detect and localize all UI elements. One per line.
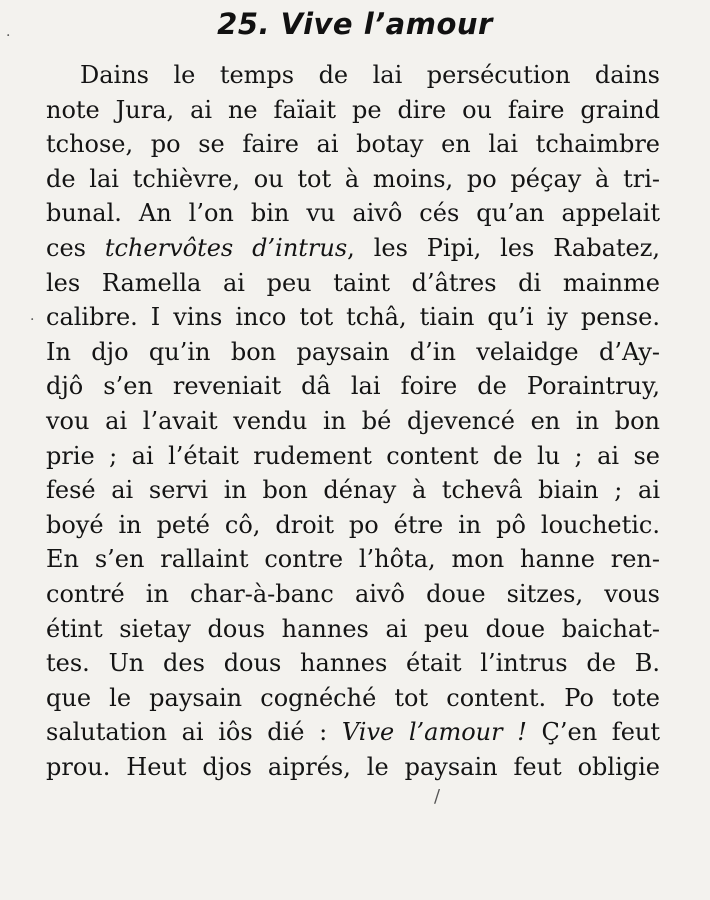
text-line — [46, 58, 660, 93]
margin-speck: · — [6, 28, 11, 44]
margin-speck: · — [30, 312, 35, 328]
text-line — [46, 300, 660, 335]
text-line — [46, 93, 660, 128]
italic-phrase: Vive l’amour ! — [341, 718, 527, 747]
text-segment: que le paysain cognéché tot content. Po tote — [46, 683, 660, 712]
chapter-title: Vive l’amour — [280, 7, 493, 41]
text-line — [46, 404, 660, 439]
text-segment: étint sietay dous hannes ai peu doue baichat- — [46, 614, 660, 643]
text-segment: calibre. I vins inco tot tchâ, tiain qu’i iy pense. — [46, 303, 660, 332]
chapter-heading — [0, 4, 710, 44]
text-segment: En s’en rallaint contre l’hôta, mon hanne ren- — [46, 545, 660, 574]
text-line — [46, 162, 660, 197]
text-segment: prie ; ai l’était rudement content de lu ; ai se — [46, 441, 660, 470]
text-line — [46, 369, 660, 404]
text-segment: les Ramella ai peu taint d’âtres di mainme — [46, 268, 660, 297]
text-line — [46, 335, 660, 370]
italic-phrase: tchervôtes d’intrus — [104, 233, 348, 262]
text-line — [46, 750, 660, 785]
text-segment: bunal. An l’on bin vu aivô cés qu’an appelait — [46, 199, 660, 228]
text-line — [46, 542, 660, 577]
text-segment: tes. Un des dous hannes était l’intrus de B. — [46, 649, 660, 678]
text-segment: Dains le temps de lai persécution dains — [80, 61, 660, 89]
text-segment: fesé ai servi in bon dénay à tchevâ biain ; ai — [46, 476, 660, 505]
text-segment: tchose, po se faire ai botay en lai tchaimbre — [46, 130, 660, 159]
text-segment: prou. Heut djos aiprés, le paysain feut obligie — [46, 752, 660, 781]
stray-mark: / — [434, 786, 441, 807]
text-segment: ces — [46, 233, 105, 262]
text-line — [46, 646, 660, 681]
text-line — [46, 681, 660, 716]
text-line — [46, 715, 660, 750]
text-line — [46, 439, 660, 474]
text-segment: note Jura, ai ne faïait pe dire ou faire graind — [46, 95, 660, 124]
story-text — [46, 58, 660, 784]
text-segment: , les Pipi, les Rabatez, — [347, 233, 660, 262]
text-line — [46, 127, 660, 162]
text-line — [46, 577, 660, 612]
text-line — [46, 231, 660, 266]
text-segment: de lai tchièvre, ou tot à moins, po péçay à tri- — [46, 164, 660, 193]
text-segment: salutation ai iôs dié : — [46, 718, 342, 747]
text-line — [46, 612, 660, 647]
text-segment: contré in char-à-banc aivô doue sitzes, vous — [46, 579, 660, 608]
text-line — [46, 266, 660, 301]
text-line — [46, 473, 660, 508]
text-segment: In djo qu’in bon paysain d’in velaidge d’Ay- — [46, 337, 660, 366]
text-line — [46, 508, 660, 543]
chapter-number: 25. — [217, 7, 271, 41]
text-segment: vou ai l’avait vendu in bé djevencé en in bon — [46, 406, 660, 435]
text-segment: djô s’en reveniait dâ lai foire de Poraintruy, — [46, 372, 660, 401]
text-segment: Ç’en feut — [526, 718, 660, 747]
text-segment: boyé in peté cô, droit po étre in pô louchetic. — [46, 510, 660, 539]
text-line — [46, 196, 660, 231]
